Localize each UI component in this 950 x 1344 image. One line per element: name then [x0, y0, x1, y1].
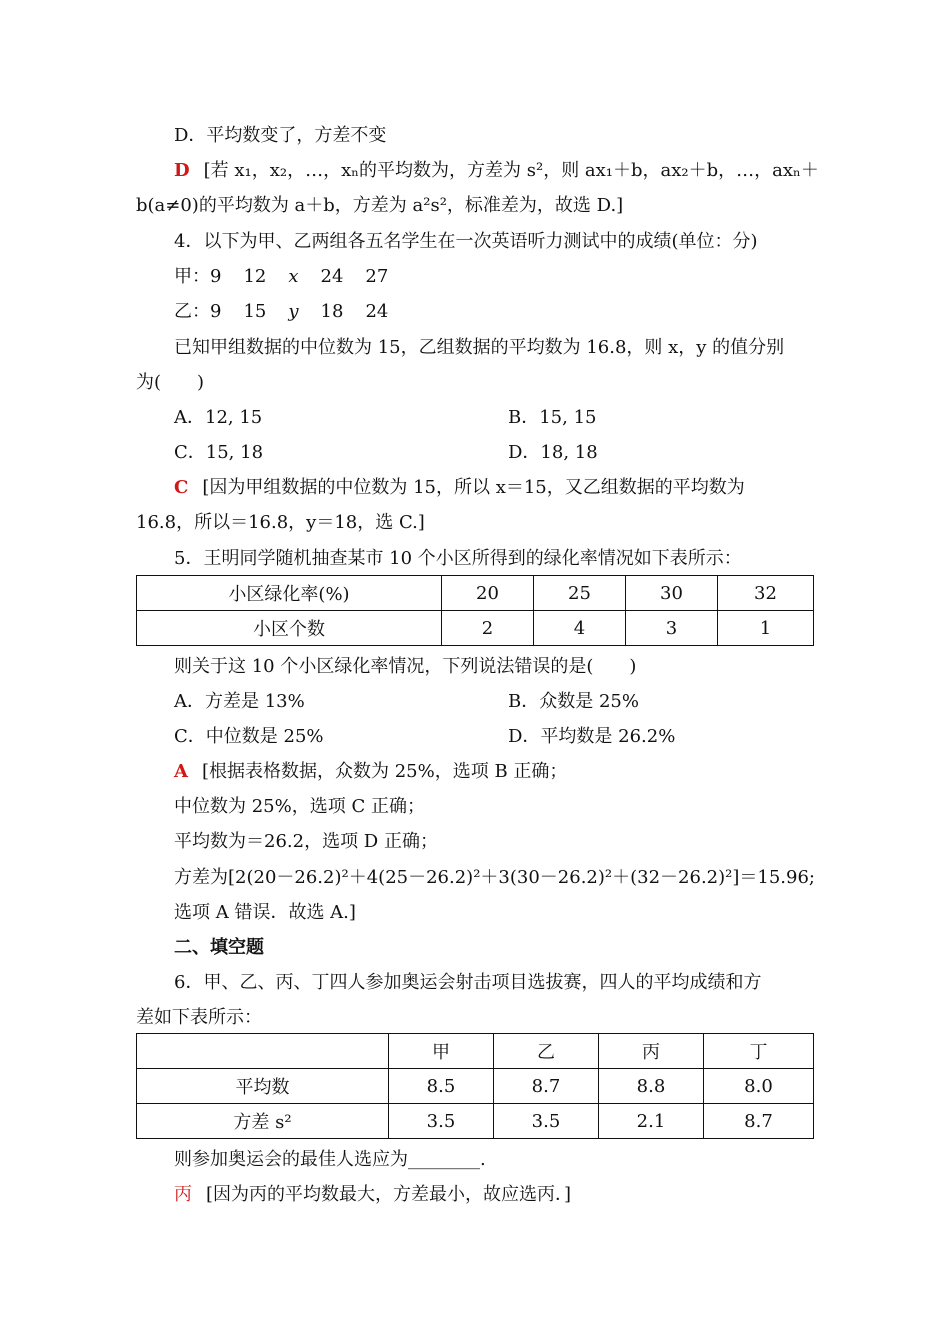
table-cell: 8.7	[704, 1104, 814, 1139]
q4-yi-label: 乙：	[174, 301, 210, 322]
q4-yi-value: 9	[210, 301, 222, 322]
q3-answer-letter: D	[174, 160, 190, 181]
q4-jia-value: 12	[243, 266, 267, 287]
q4-solution-text-1: [因为甲组数据的中位数为 15，所以 x＝15，又乙组数据的平均数为	[202, 477, 745, 498]
table-cell: 20	[442, 576, 534, 611]
table-cell: 25	[534, 576, 626, 611]
table-cell: 1	[718, 611, 814, 646]
q4-option-c: C．15, 18	[174, 442, 264, 463]
section-title-fill-in: 二、填空题	[174, 937, 264, 958]
table-cell: 8.5	[389, 1069, 494, 1104]
table-cell: 32	[718, 576, 814, 611]
table-cell: 乙	[494, 1034, 599, 1069]
table-cell: 8.8	[599, 1069, 704, 1104]
q5-solution-line-2: 中位数为 25%，选项 C 正确；	[174, 796, 425, 817]
q6-solution	[174, 1183, 571, 1207]
q4-condition-line-2: 为( )	[136, 372, 205, 393]
q4-jia-scores	[174, 265, 388, 289]
table-cell: 2	[442, 611, 534, 646]
q6-stem-line-2: 差如下表所示：	[136, 1007, 262, 1028]
table-cell: 平均数	[137, 1069, 389, 1104]
table-cell: 8.7	[494, 1069, 599, 1104]
q3-solution-line-2: b(a≠0)的平均数为 a＋b，方差为 a²s²，标准差为，故选 D.]	[136, 195, 624, 216]
q4-option-d: D．18, 18	[508, 442, 598, 463]
q4-yi-value: y	[288, 301, 299, 322]
table-row	[137, 1069, 814, 1104]
q5-option-c: C．中位数是 25%	[174, 726, 324, 747]
q5-solution-text-1: [根据表格数据，众数为 25%，选项 B 正确；	[201, 761, 568, 782]
q6-shooting-table	[136, 1033, 814, 1139]
q5-answer-letter: A	[174, 761, 188, 782]
q6-solution-text: [因为丙的平均数最大，方差最小，故应选丙．]	[206, 1184, 572, 1205]
table-cell: 30	[626, 576, 718, 611]
q4-solution-line-1	[174, 476, 745, 500]
table-cell: 8.0	[704, 1069, 814, 1104]
q4-jia-value: 9	[210, 266, 222, 287]
table-row	[137, 576, 814, 611]
table-cell: 3	[626, 611, 718, 646]
q4-jia-label: 甲：	[174, 266, 210, 287]
table-row	[137, 1104, 814, 1139]
q4-yi-value: 15	[243, 301, 267, 322]
table-cell: 甲	[389, 1034, 494, 1069]
q4-yi-value: 24	[365, 301, 389, 322]
table-cell: 小区个数	[137, 611, 442, 646]
q5-solution-line-1	[174, 760, 567, 784]
table-cell	[137, 1034, 389, 1069]
q5-option-b: B．众数是 25%	[508, 691, 639, 712]
q4-solution-line-2: 16.8，所以＝16.8，y＝18，选 C.]	[136, 512, 425, 533]
q4-option-b: B．15, 15	[508, 407, 597, 428]
q4-answer-letter: C	[174, 477, 189, 498]
table-cell: 4	[534, 611, 626, 646]
q5-option-a: A．方差是 13%	[174, 691, 305, 712]
q4-option-a: A．12, 15	[174, 407, 263, 428]
q4-yi-scores	[174, 300, 388, 324]
q5-solution-line-4: 方差为[2(20－26.2)²＋4(25－26.2)²＋3(30－26.2)²＋(32－26.2)²]＝15.96;	[174, 867, 815, 888]
q4-yi-value: 18	[320, 301, 344, 322]
q3-solution-text-1: [若 x₁，x₂，…，xₙ的平均数为，方差为 s²，则 ax₁＋b，ax₂＋b，…，axₙ＋	[203, 160, 819, 181]
table-cell: 丁	[704, 1034, 814, 1069]
q5-stem: 5．王明同学随机抽查某市 10 个小区所得到的绿化率情况如下表所示：	[174, 548, 742, 569]
q5-solution-line-3: 平均数为＝26.2，选项 D 正确；	[174, 831, 438, 852]
q4-jia-value: 27	[365, 266, 389, 287]
q5-greening-table	[136, 575, 814, 646]
q4-jia-value: x	[288, 266, 299, 287]
q6-answer: 丙	[174, 1184, 192, 1205]
q5-question: 则关于这 10 个小区绿化率情况，下列说法错误的是( )	[174, 656, 637, 677]
table-cell: 方差 s²	[137, 1104, 389, 1139]
q4-stem: 4．以下为甲、乙两组各五名学生在一次英语听力测试中的成绩(单位：分)	[174, 231, 758, 252]
table-cell: 3.5	[389, 1104, 494, 1139]
q5-option-d: D．平均数是 26.2%	[508, 726, 676, 747]
q6-question: 则参加奥运会的最佳人选应为________.	[174, 1149, 486, 1170]
table-cell: 3.5	[494, 1104, 599, 1139]
q4-condition-line-1: 已知甲组数据的中位数为 15，乙组数据的平均数为 16.8，则 x，y 的值分别	[174, 337, 785, 358]
q3-solution-line-1	[174, 159, 819, 183]
q4-jia-value: 24	[320, 266, 344, 287]
table-cell: 2.1	[599, 1104, 704, 1139]
table-row	[137, 611, 814, 646]
table-cell: 小区绿化率(%)	[137, 576, 442, 611]
q3-option-d: D．平均数变了，方差不变	[174, 125, 387, 146]
table-cell: 丙	[599, 1034, 704, 1069]
q5-solution-line-5: 选项 A 错误．故选 A.]	[174, 902, 356, 923]
q6-stem-line-1: 6．甲、乙、丙、丁四人参加奥运会射击项目选拔赛，四人的平均成绩和方	[174, 972, 762, 993]
table-row	[137, 1034, 814, 1069]
